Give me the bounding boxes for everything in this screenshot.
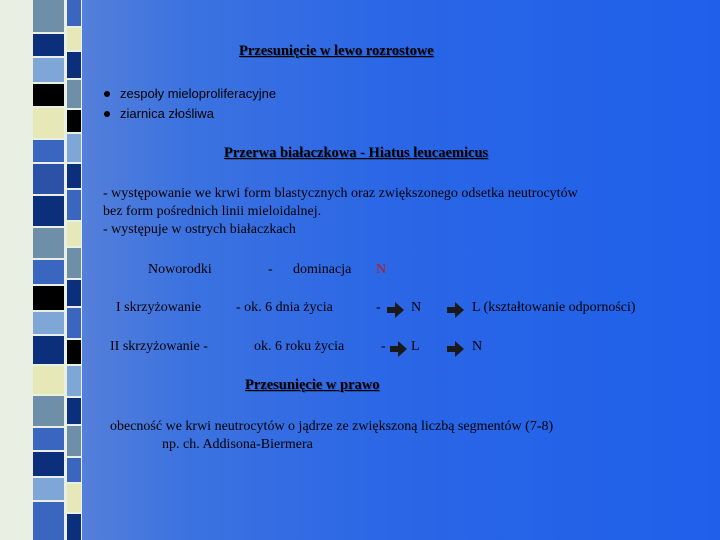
strip-block [67,110,81,132]
strip-block [67,308,81,338]
strip-block [33,108,64,138]
arrow-shaft [447,346,455,352]
strip-block [33,164,64,194]
row-second-cross-label: II skrzyżowanie - [110,339,208,354]
bullet-text: ziarnica złośliwa [120,106,214,121]
strip-block [33,140,64,162]
title-hiatus: Przerwa białaczkowa - Hiatus leucaemicus [224,145,489,161]
strip-block [33,336,64,364]
strip-block [33,0,64,32]
strip-block [33,396,64,426]
strip-block [67,426,81,456]
arrow-shaft [387,307,395,313]
bullet-item [104,106,214,121]
strip-block [33,312,64,334]
row-noworodki-dash: - [268,262,273,277]
arrow-right-icon [398,341,407,357]
row-noworodki-value: N [376,262,387,277]
strip-block [33,478,64,500]
row-noworodki-label: Noworodki [148,262,212,277]
strip-block [67,164,81,188]
right-line: np. ch. Addisona-Biermera [162,437,313,452]
strip-block [67,514,81,540]
strip-block [33,34,64,56]
hiatus-line: - występuje w ostrych białaczkach [103,222,296,237]
arrow-shaft [390,346,398,352]
title-shift-right: Przesunięcie w prawo [245,377,380,393]
strip-block [67,190,81,220]
strip-block [33,428,64,450]
strip-block [67,80,81,108]
strip-block [67,28,81,50]
decorative-strip [0,0,82,540]
strip-block [33,286,64,310]
bullet-item [104,86,276,101]
arrow-shaft [447,307,455,313]
strip-block [67,398,81,424]
row-second-cross-from: L [411,339,420,354]
strip-block [33,196,64,226]
strip-block [33,366,64,394]
strip-block [33,260,64,284]
right-line: obecność we krwi neutrocytów o jądrze ze zwiększoną liczbą segmentów (7-8) [110,419,554,434]
row-first-cross-dash: - [376,300,381,315]
strip-block [67,366,81,396]
hiatus-line: bez form pośrednich linii mieloidalnej. [103,204,322,219]
strip-block [33,452,64,476]
arrow-right-icon [455,302,464,318]
strip-block [67,0,81,26]
strip-block [33,228,64,258]
bullet-icon [104,111,110,117]
bullet-text: zespoły mieloproliferacyjne [120,86,277,101]
row-noworodki-text: dominacja [293,262,352,277]
title-shift-left: Przesunięcie w lewo rozrostowe [239,43,434,59]
strip-block [33,58,64,82]
strip-block [67,248,81,278]
row-first-cross-label: I skrzyżowanie [116,300,202,315]
strip-block [67,222,81,246]
row-second-cross-to: N [472,339,483,354]
row-second-cross-dash: - [381,339,386,354]
strip-block [33,502,64,540]
strip-block [67,280,81,306]
row-first-cross-to: L (kształtowanie odporności) [472,300,636,315]
strip-block [67,340,81,364]
hiatus-line: - występowanie we krwi form blastycznych oraz zwiększonego odsetka neutrocytów [103,186,578,201]
arrow-right-icon [455,341,464,357]
strip-block [67,484,81,512]
row-first-cross-text: - ok. 6 dnia życia [236,300,333,315]
strip-block [67,458,81,482]
bullet-icon [104,91,110,97]
arrow-right-icon [395,302,404,318]
row-first-cross-from: N [411,300,422,315]
strip-block [67,52,81,78]
strip-block [67,134,81,162]
strip-block [33,84,64,106]
row-second-cross-text: ok. 6 roku życia [254,339,345,354]
